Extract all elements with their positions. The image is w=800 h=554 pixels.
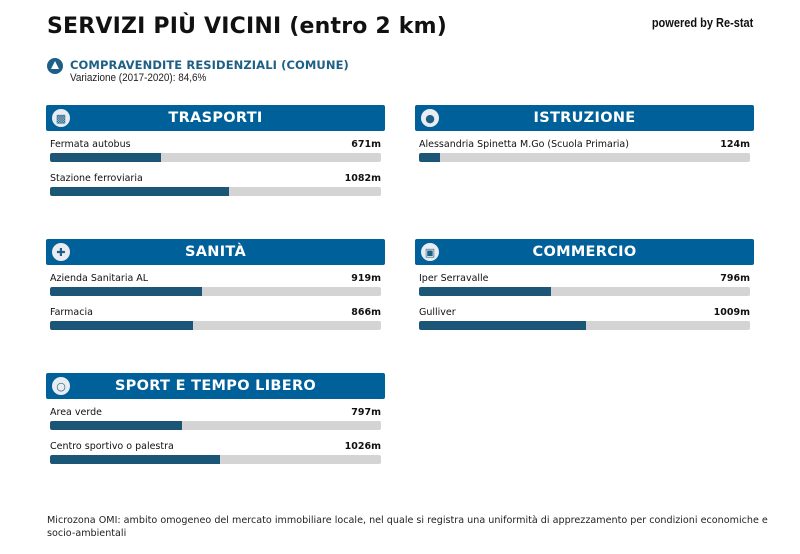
- page-title: SERVIZI PIÙ VICINI (entro 2 km): [47, 14, 448, 39]
- distance-bar: [50, 287, 381, 296]
- health-icon: ✚: [52, 243, 70, 261]
- distance-bar: [419, 153, 750, 162]
- distance-bar-fill: [50, 287, 202, 296]
- service-distance: 797m: [351, 407, 381, 418]
- distance-bar: [50, 321, 381, 330]
- category-trasporti: [46, 105, 385, 199]
- school-icon: ●: [421, 109, 439, 127]
- service-name: Iper Serravalle: [419, 273, 489, 284]
- service-distance: 796m: [720, 273, 750, 284]
- distance-bar: [50, 187, 381, 196]
- category-header: [46, 105, 385, 131]
- service-item: [46, 299, 385, 333]
- service-distance: 1026m: [344, 441, 381, 452]
- service-item: [46, 433, 385, 467]
- sales-variation: Variazione (2017-2020): 84,6%: [70, 72, 207, 84]
- service-distance: 919m: [351, 273, 381, 284]
- distance-bar-fill: [419, 321, 586, 330]
- footnote: Microzona OMI: ambito omogeneo del mercato immobiliare locale, nel quale si registra una uniformità di apprezzamento per condizioni economiche e socio-ambientali: [47, 515, 768, 539]
- tennis-icon: ○: [52, 377, 70, 395]
- category-header: [46, 373, 385, 399]
- service-item: [415, 299, 754, 333]
- category-title: SPORT E TEMPO LIBERO: [114, 378, 317, 394]
- bus-icon: ▩: [52, 109, 70, 127]
- category-title: COMMERCIO: [532, 244, 637, 260]
- distance-bar-fill: [419, 153, 440, 162]
- service-item: [46, 265, 385, 299]
- service-name: Farmacia: [50, 307, 93, 318]
- category-header: [415, 105, 754, 131]
- distance-bar-fill: [50, 321, 193, 330]
- category-commercio: [415, 239, 754, 333]
- distance-bar: [419, 287, 750, 296]
- category-sanita: [46, 239, 385, 333]
- distance-bar: [50, 421, 381, 430]
- service-name: Stazione ferroviaria: [50, 173, 143, 184]
- category-title: SANITÀ: [185, 244, 246, 260]
- distance-bar-fill: [50, 187, 229, 196]
- service-item: [46, 131, 385, 165]
- cart-icon: ▣: [421, 243, 439, 261]
- distance-bar-fill: [419, 287, 551, 296]
- category-title: ISTRUZIONE: [533, 110, 636, 126]
- service-item: [46, 399, 385, 433]
- service-name: Gulliver: [419, 307, 456, 318]
- service-distance: 1082m: [344, 173, 381, 184]
- category-header: [46, 239, 385, 265]
- distance-bar: [50, 153, 381, 162]
- service-distance: 866m: [351, 307, 381, 318]
- service-name: Alessandria Spinetta M.Go (Scuola Primaria): [419, 139, 629, 150]
- service-name: Fermata autobus: [50, 139, 131, 150]
- distance-bar: [50, 455, 381, 464]
- service-distance: 671m: [351, 139, 381, 150]
- service-item: [415, 265, 754, 299]
- powered-by-credit: powered by Re-stat: [651, 16, 753, 30]
- service-item: [46, 165, 385, 199]
- sales-title: COMPRAVENDITE RESIDENZIALI (COMUNE): [70, 58, 349, 72]
- service-distance: 1009m: [713, 307, 750, 318]
- distance-bar-fill: [50, 455, 220, 464]
- service-name: Azienda Sanitaria AL: [50, 273, 149, 284]
- service-name: Area verde: [50, 407, 102, 418]
- triangle-up-icon: [47, 58, 63, 74]
- category-sport-tempo-libero: [46, 373, 385, 467]
- service-item: [415, 131, 754, 165]
- category-header: [415, 239, 754, 265]
- distance-bar-fill: [50, 153, 161, 162]
- distance-bar: [419, 321, 750, 330]
- service-distance: 124m: [720, 139, 750, 150]
- category-title: TRASPORTI: [168, 110, 263, 126]
- category-istruzione: [415, 105, 754, 165]
- service-name: Centro sportivo o palestra: [50, 441, 174, 452]
- distance-bar-fill: [50, 421, 182, 430]
